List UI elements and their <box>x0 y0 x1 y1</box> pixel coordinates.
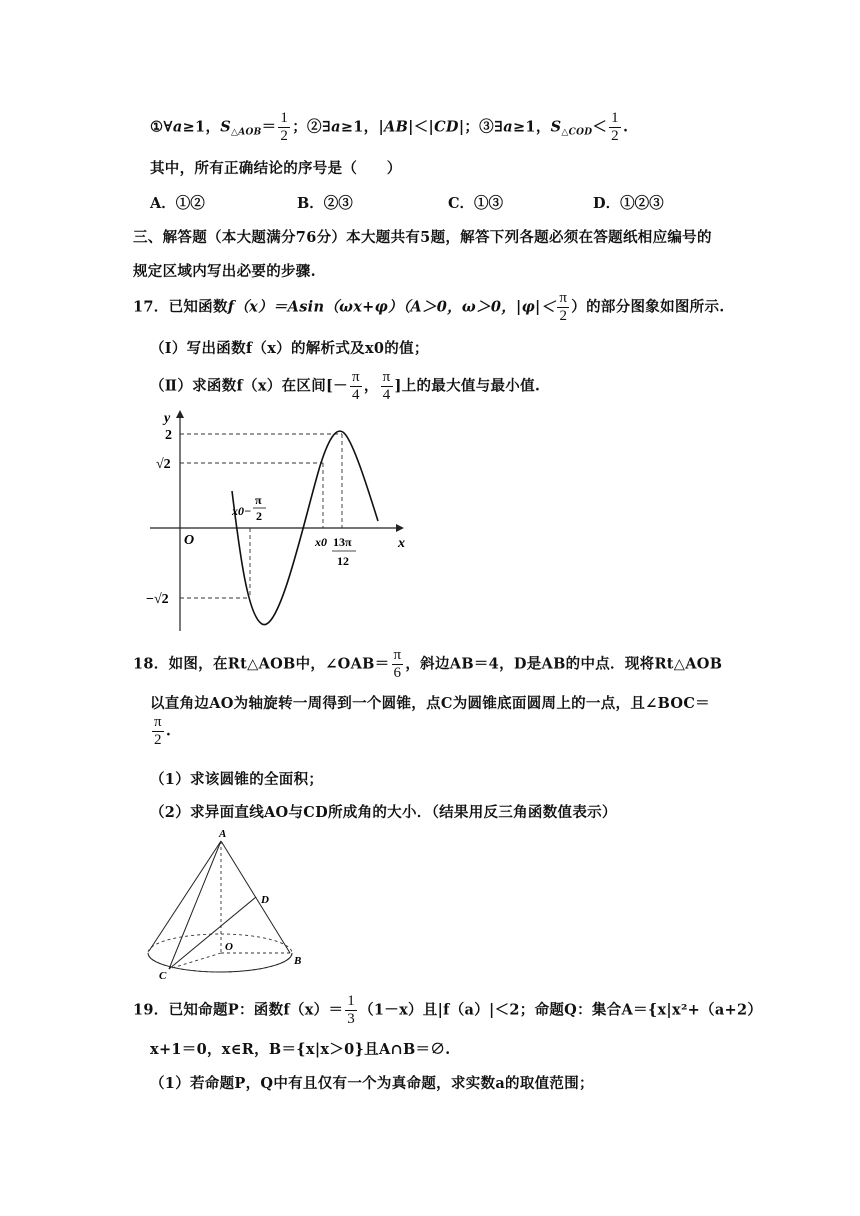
segment-cd <box>169 897 256 969</box>
q18-line1: 18．如图，在Rt△AOB中，∠OAB＝ $\frac{\pi}{6}$ ，斜边AB＝4，D是AB的中点．现将Rt△AOB <box>133 647 723 681</box>
label-x0-minus: x0− <box>232 504 252 518</box>
fraction-half: $\frac{1}{2}$ <box>280 110 289 144</box>
label-c: C <box>159 970 167 981</box>
fraction-one-third: $\frac{1}{3}$ <box>347 993 356 1027</box>
x-label: x <box>398 536 405 551</box>
fraction-pi-over-2: $\frac{\pi}{2}$ <box>154 714 162 748</box>
q17-part2: （Ⅱ）求函数f（x）在区间[－ $\frac{\pi}{4}$ ， $\frac{\pi}{4}$ ]上的最大值与最小值. <box>150 369 541 403</box>
edge-ac <box>169 841 221 969</box>
y-label: y <box>164 411 171 426</box>
q18-line2: 以直角边AO为轴旋转一周得到一个圆锥，点C为圆锥底面圆周上的一点，且∠BOC＝ <box>150 695 710 712</box>
section3-heading-line2: 规定区域内写出必要的步骤. <box>133 263 316 280</box>
section3-heading-line1: 三、解答题（本大题满分76分）本大题共有5题，解答下列各题必须在答题纸相应编号的 <box>133 229 712 246</box>
label-b: B <box>294 955 302 967</box>
label-x0: x0 <box>315 535 327 549</box>
x-axis-arrow <box>396 524 404 532</box>
fraction-pi-over-4: $\frac{\pi}{4}$ <box>382 369 391 403</box>
label-12: 12 <box>337 554 349 568</box>
label-sqrt2: √2 <box>156 457 171 472</box>
q16-option-d: D．①②③ <box>593 195 664 212</box>
segment-oc <box>169 953 221 969</box>
q18-part1: （1）求该圆锥的全面积； <box>150 771 324 788</box>
label-origin: O <box>184 533 195 548</box>
q17-part1: （Ⅰ）写出函数f（x）的解析式及x0的值； <box>150 340 429 357</box>
q19-line2: x+1＝0，x∈R，B＝{x|x＞0}且A∩B＝∅. <box>150 1041 451 1058</box>
q16-option-a: A．①② <box>150 195 205 212</box>
q17-function: f（x）＝Asin（ωx+φ）（A＞0，ω＞0，|φ|＜ <box>227 298 556 316</box>
label-x0-minus-pi: π <box>255 493 262 507</box>
q17-stem: 17．已知函数f（x）＝Asin（ωx+φ）（A＞0，ω＞0，|φ|＜ $\frac{\pi}{2}$ ）的部分图象如图所示. <box>133 290 725 324</box>
label-13pi: 13π <box>333 535 352 549</box>
label-two: 2 <box>165 428 172 443</box>
label-neg-sqrt2: −√2 <box>146 592 169 607</box>
fraction-half: $\frac{1}{2}$ <box>611 110 619 144</box>
q19-line1: 19．已知命题P：函数f（x）＝ $\frac{1}{3}$ （1－x）且|f（a）|＜2；命题Q：集合A＝{x|x²+（a+2） <box>133 993 763 1027</box>
label-o: O <box>225 941 233 953</box>
fraction-pi-over-6: $\frac{\pi}{6}$ <box>393 647 402 681</box>
q18-line3: $\frac{\pi}{2}$ . <box>154 714 172 748</box>
fraction-pi-over-2: $\frac{\pi}{2}$ <box>559 290 568 324</box>
label-a: A <box>219 828 227 840</box>
q19-part1: （1）若命题P，Q中有且仅有一个为真命题，求实数a的取值范围； <box>150 1075 594 1092</box>
label-d: D <box>261 894 269 906</box>
fraction-pi-over-4: $\frac{\pi}{4}$ <box>351 369 360 403</box>
y-axis-arrow <box>176 410 184 418</box>
q16-option-c: C．①③ <box>448 195 504 212</box>
cone-figure <box>145 826 325 981</box>
label-x0-minus-den: 2 <box>256 509 262 523</box>
q16-statements: ①∀a≥1，$S_{\triangle AOB}=$ $\frac{1}{2}$ ；②∃a≥1，|AB|＜|CD|；③∃a≥1，$S_{\triangle COD}<$ $\frac{1}{2}$ . <box>150 110 629 144</box>
q16-option-b: B．②③ <box>297 195 353 212</box>
q18-part2: （2）求异面直线AO与CD所成角的大小．（结果用反三角函数值表示） <box>150 804 617 821</box>
sine-graph <box>140 406 410 634</box>
q16-prompt: 其中，所有正确结论的序号是（ ） <box>150 160 402 177</box>
